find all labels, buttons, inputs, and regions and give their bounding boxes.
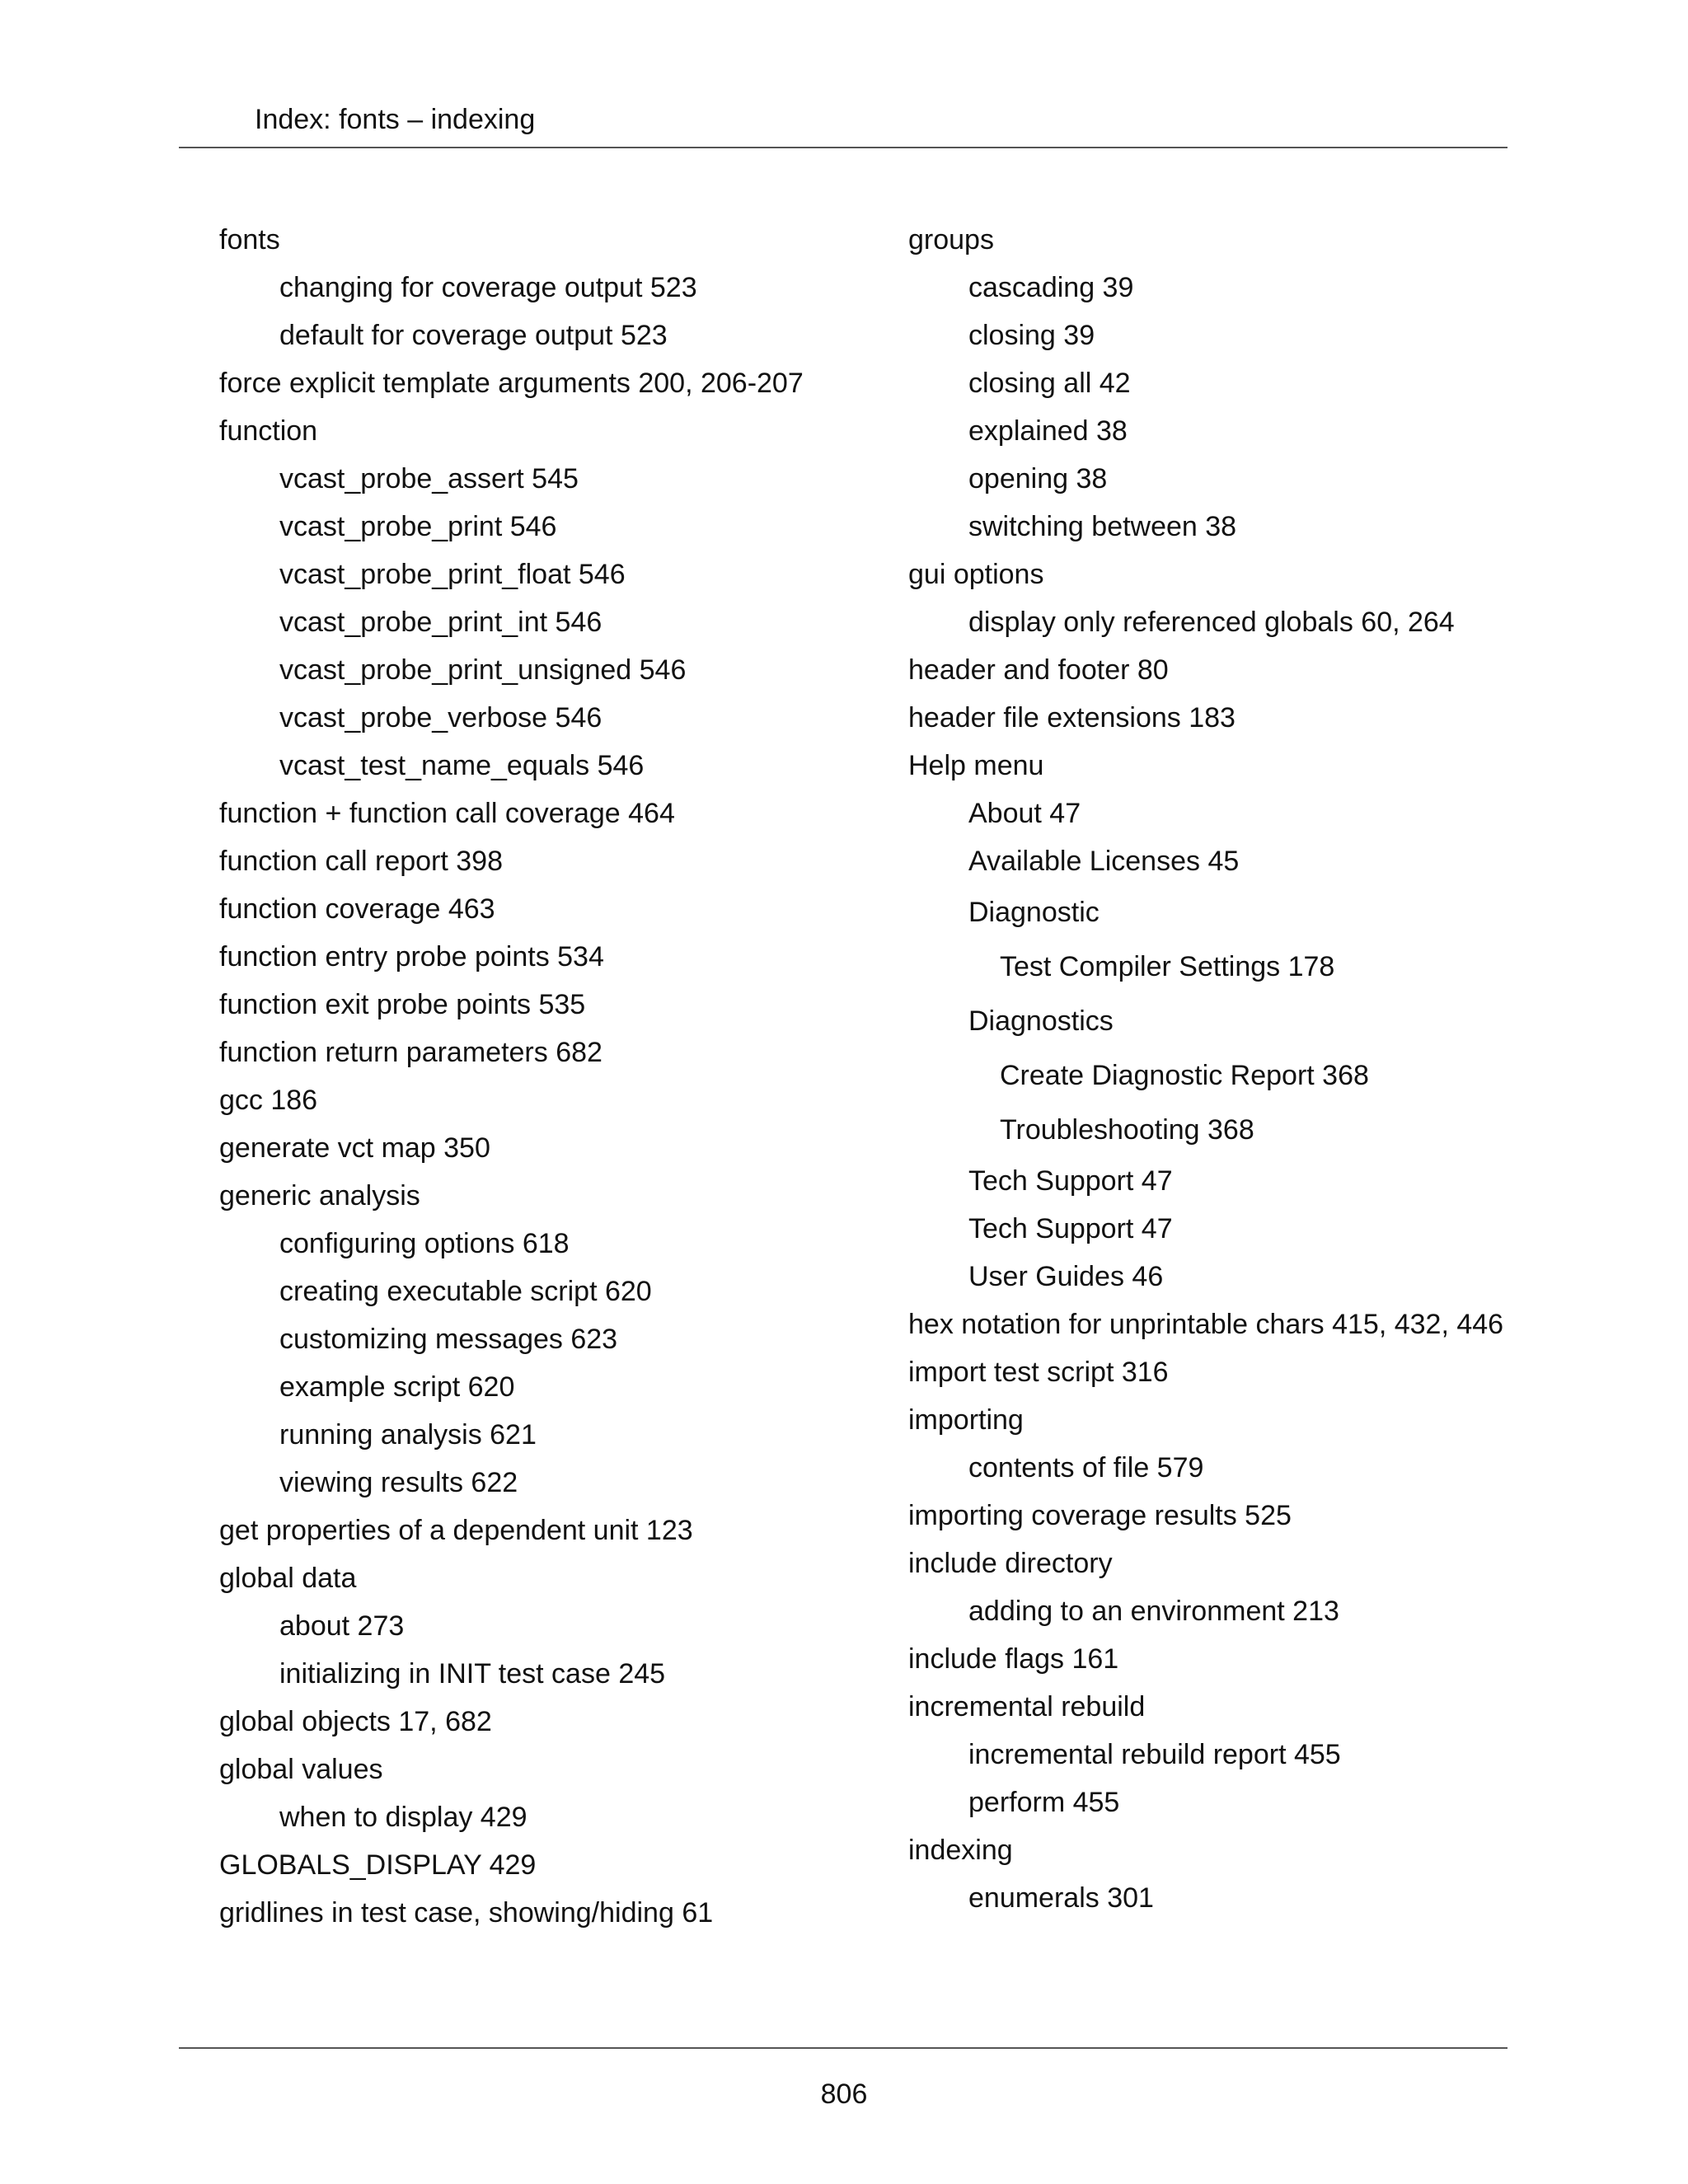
index-subentry: perform 455 [968, 1787, 1120, 1818]
index-subentry: cascading 39 [968, 272, 1134, 303]
index-subentry: adding to an environment 213 [968, 1596, 1339, 1627]
index-entry: importing coverage results 525 [908, 1500, 1292, 1531]
index-subentry: when to display 429 [279, 1802, 528, 1833]
index-subentry: Tech Support 47 [968, 1213, 1173, 1244]
index-entry: function return parameters 682 [219, 1037, 603, 1068]
index-subentry: Create Diagnostic Report 368 [1000, 1060, 1369, 1091]
index-subentry: enumerals 301 [968, 1882, 1154, 1914]
index-entry: function call report 398 [219, 846, 503, 877]
index-subentry: vcast_test_name_equals 546 [279, 750, 645, 781]
index-entry: groups [908, 224, 994, 255]
index-entry: function + function call coverage 464 [219, 798, 675, 829]
index-subentry: example script 620 [279, 1371, 515, 1403]
index-entry: force explicit template arguments 200, 206-207 [219, 368, 804, 399]
page-number: 806 [820, 2079, 868, 2110]
index-subentry: explained 38 [968, 415, 1128, 447]
index-entry: incremental rebuild [908, 1691, 1146, 1722]
index-subentry: vcast_probe_print 546 [279, 511, 557, 542]
index-subentry: closing all 42 [968, 368, 1131, 399]
index-entry: generate vct map 350 [219, 1132, 490, 1164]
index-subentry: closing 39 [968, 320, 1095, 351]
index-entry: global data [219, 1563, 357, 1594]
index-subentry: opening 38 [968, 463, 1108, 494]
index-entry: gui options [908, 559, 1044, 590]
index-entry: function exit probe points 535 [219, 989, 586, 1020]
index-subentry: vcast_probe_assert 545 [279, 463, 579, 494]
index-subentry: Diagnostics [968, 1005, 1114, 1037]
index-entry: function coverage 463 [219, 893, 495, 925]
page-header-title: Index: fonts – indexing [255, 104, 536, 135]
index-entry: header and footer 80 [908, 654, 1169, 686]
index-subentry: initializing in INIT test case 245 [279, 1658, 666, 1690]
index-entry: fonts [219, 224, 280, 255]
index-entry: indexing [908, 1835, 1013, 1866]
index-entry: gridlines in test case, showing/hiding 61 [219, 1897, 714, 1929]
index-entry: importing [908, 1404, 1024, 1436]
index-subentry: about 273 [279, 1610, 405, 1642]
index-subentry: default for coverage output 523 [279, 320, 668, 351]
index-subentry: vcast_probe_verbose 546 [279, 702, 603, 733]
index-column-right [908, 216, 1551, 1922]
index-entry: header file extensions 183 [908, 702, 1236, 733]
index-subentry: Available Licenses 45 [968, 846, 1240, 877]
index-subentry: changing for coverage output 523 [279, 272, 697, 303]
index-entry: get properties of a dependent unit 123 [219, 1515, 693, 1546]
footer-rule [179, 2047, 1507, 2049]
index-subentry: viewing results 622 [279, 1467, 518, 1498]
index-entry: GLOBALS_DISPLAY 429 [219, 1849, 537, 1881]
index-entry: global objects 17, 682 [219, 1706, 492, 1737]
index-subentry: incremental rebuild report 455 [968, 1739, 1341, 1770]
index-subentry: Diagnostic [968, 897, 1100, 928]
index-subentry: customizing messages 623 [279, 1324, 618, 1355]
index-subentry: vcast_probe_print_unsigned 546 [279, 654, 687, 686]
header-rule [179, 147, 1507, 148]
index-entry: include directory [908, 1548, 1113, 1579]
index-subentry: display only referenced globals 60, 264 [968, 607, 1455, 638]
index-subentry: creating executable script 620 [279, 1276, 652, 1307]
index-entry: function entry probe points 534 [219, 941, 604, 972]
index-entry: gcc 186 [219, 1085, 318, 1116]
index-entry: generic analysis [219, 1180, 420, 1212]
index-entry: include flags 161 [908, 1643, 1119, 1675]
index-entry: global values [219, 1754, 383, 1785]
index-subentry: running analysis 621 [279, 1419, 537, 1451]
index-entry: function [219, 415, 318, 447]
index-subentry: Test Compiler Settings 178 [1000, 951, 1335, 982]
index-column-left [219, 216, 862, 1937]
index-subentry: switching between 38 [968, 511, 1237, 542]
index-subentry: User Guides 46 [968, 1261, 1164, 1292]
index-subentry: Tech Support 47 [968, 1165, 1173, 1197]
index-subentry: configuring options 618 [279, 1228, 570, 1259]
index-entry: hex notation for unprintable chars 415, 432, 446 [908, 1309, 1504, 1340]
index-subentry: Troubleshooting 368 [1000, 1114, 1254, 1146]
index-entry: import test script 316 [908, 1357, 1169, 1388]
index-subentry: vcast_probe_print_float 546 [279, 559, 626, 590]
index-subentry: vcast_probe_print_int 546 [279, 607, 603, 638]
index-entry: Help menu [908, 750, 1044, 781]
index-subentry: contents of file 579 [968, 1452, 1204, 1483]
index-subentry: About 47 [968, 798, 1081, 829]
